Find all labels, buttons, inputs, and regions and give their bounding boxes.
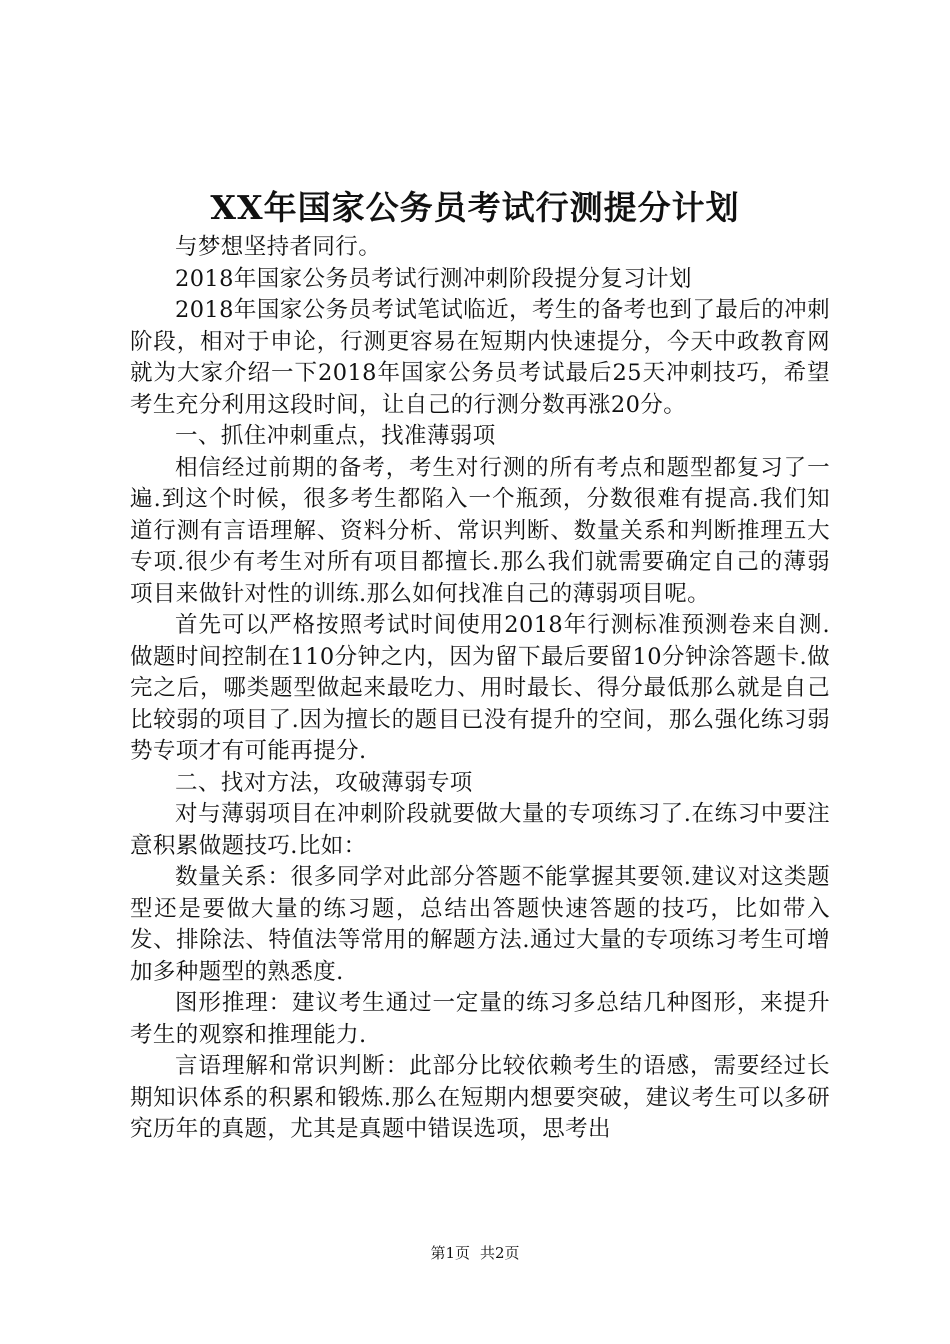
document-title: XX年国家公务员考试行测提分计划 <box>210 188 740 227</box>
section-heading-1: 一、抓住冲刺重点，找准薄弱项 <box>175 423 496 449</box>
page-total: 共2页 <box>480 1244 520 1262</box>
paragraph-section-1: 相信经过前期的备考，考生对行测的所有考点和题型都复习了一遍.到这个时候，很多考生都陷入一个瓶颈，分数很难有提高.我们知道行测有言语理解、资料分析、常识判断、数量关系和判断推理五大专项.很少有考生对所有项目都擅长.那么我们就需要确定自己的薄弱项目来做针对性的训练.那么如何找准自己的薄弱项目呢。 <box>130 454 830 607</box>
paragraph-subtitle: 2018年国家公务员考试行测冲刺阶段提分复习计划 <box>175 265 692 292</box>
page-footer <box>0 1243 950 1263</box>
section-heading-2: 二、找对方法，攻破薄弱专项 <box>175 769 473 796</box>
paragraph-graphics: 图形推理：建议考生通过一定量的练习多总结几种图形，来提升考生的观察和推理能力. <box>130 990 830 1048</box>
paragraph-intro: 2018年国家公务员考试笔试临近，考生的备考也到了最后的冲刺阶段，相对于申论，行测更容易在短期内快速提分，今天中政教育网就为大家介绍一下2018年国家公务员考试最后25天冲刺技巧，希望考生充分利用这段时间，让自己的行测分数再涨20分。 <box>130 297 830 418</box>
paragraph-verbal: 言语理解和常识判断：此部分比较依赖考生的语感，需要经过长期知识体系的积累和锻炼.那么在短期内想要突破，建议考生可以多研究历年的真题，尤其是真题中错误选项，思考出 <box>130 1053 830 1142</box>
paragraph-tagline: 与梦想坚持者同行。 <box>175 234 382 260</box>
paragraph-section-2: 对与薄弱项目在冲刺阶段就要做大量的专项练习了.在练习中要注意积累做题技巧.比如： <box>130 801 830 859</box>
document-body <box>130 232 830 1146</box>
paragraph-quantity: 数量关系：很多同学对此部分答题不能掌握其要领.建议对这类题型还是要做大量的练习题，总结出答题快速答题的技巧，比如带入发、排除法、特值法等常用的解题方法.通过大量的专项练习考生可增加多种题型的熟悉度. <box>130 864 830 985</box>
page-number: 第1页 <box>430 1244 470 1262</box>
paragraph-self-test: 首先可以严格按照考试时间使用2018年行测标准预测卷来自测.做题时间控制在110分钟之内，因为留下最后要留10分钟涂答题卡.做完之后，哪类题型做起来最吃力、用时最长、得分最低那么就是自己比较弱的项目了.因为擅长的题目已没有提升的空间，那么强化练习弱势专项才有可能再提分. <box>130 612 830 764</box>
